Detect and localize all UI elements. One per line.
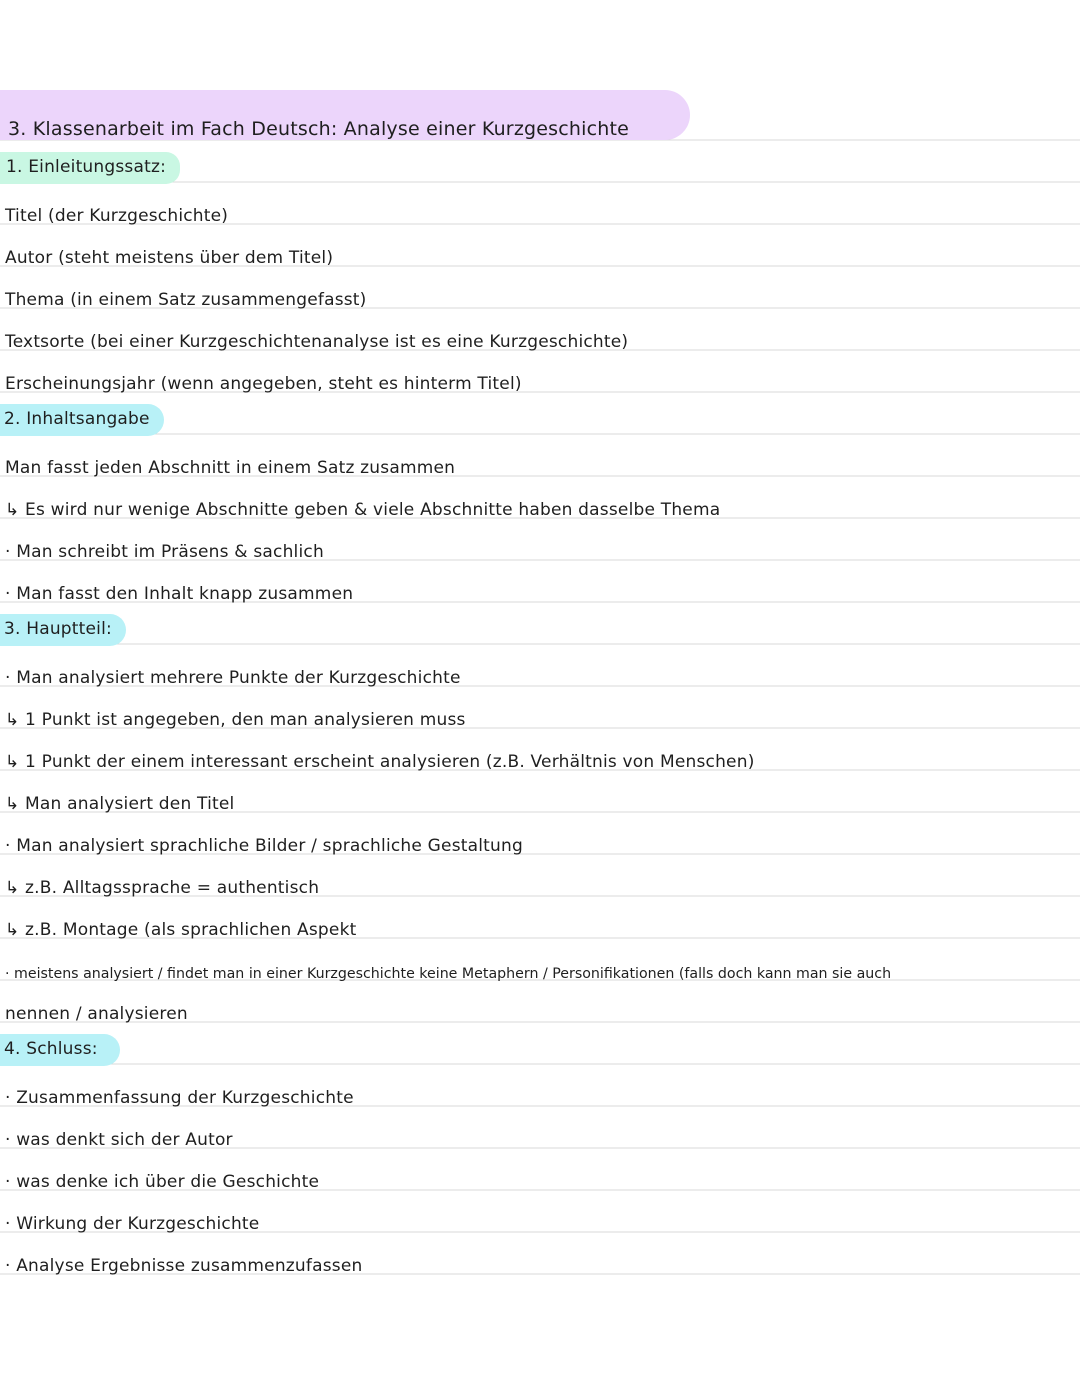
list-item bbox=[5, 1112, 233, 1152]
list-item bbox=[5, 1154, 319, 1194]
list-item bbox=[5, 860, 319, 900]
section-heading-schluss bbox=[0, 1028, 120, 1068]
list-item bbox=[5, 902, 357, 942]
item-text: nennen / analysieren bbox=[5, 1004, 188, 1024]
list-item bbox=[5, 776, 234, 816]
item-text: · was denke ich über die Geschichte bbox=[5, 1172, 320, 1192]
item-text: · Man fasst den Inhalt knapp zusammen bbox=[5, 584, 354, 604]
list-item bbox=[5, 944, 891, 984]
page-title-text: 3. Klassenarbeit im Fach Deutsch: Analyse einer Kurzgeschichte bbox=[8, 118, 630, 140]
heading-highlight bbox=[0, 1034, 120, 1066]
section-heading-einleitung bbox=[0, 146, 180, 186]
item-text: ↳ z.B. Alltagssprache = authentisch bbox=[5, 878, 320, 898]
item-text: ↳ 1 Punkt der einem interessant erscheint analysieren (z.B. Verhältnis von Menschen) bbox=[5, 752, 755, 772]
list-item bbox=[5, 818, 523, 858]
item-text: Autor (steht meistens über dem Titel) bbox=[5, 248, 334, 268]
heading-highlight bbox=[0, 614, 126, 646]
heading-highlight bbox=[0, 404, 164, 436]
list-item bbox=[5, 314, 628, 354]
heading-highlight bbox=[0, 152, 180, 184]
list-item bbox=[5, 272, 367, 312]
list-item bbox=[5, 440, 455, 480]
item-text: · Analyse Ergebnisse zusammenzufassen bbox=[5, 1256, 363, 1276]
list-item bbox=[5, 356, 522, 396]
item-text: · Man analysiert mehrere Punkte der Kurzgeschichte bbox=[5, 668, 461, 688]
section-heading-hauptteil bbox=[0, 608, 126, 648]
list-item bbox=[5, 1196, 259, 1236]
heading-text: 4. Schluss: bbox=[4, 1039, 98, 1059]
item-text: ↳ 1 Punkt ist angegeben, den man analysieren muss bbox=[5, 710, 466, 730]
list-item bbox=[5, 1238, 362, 1278]
item-text: · Wirkung der Kurzgeschichte bbox=[5, 1214, 260, 1234]
list-item bbox=[5, 650, 461, 690]
heading-text: 1. Einleitungssatz: bbox=[6, 157, 167, 177]
heading-text: 2. Inhaltsangabe bbox=[4, 409, 150, 429]
list-item bbox=[5, 986, 188, 1026]
list-item bbox=[5, 188, 228, 228]
list-item bbox=[5, 230, 333, 270]
heading-text: 3. Hauptteil: bbox=[4, 619, 112, 639]
section-heading-inhaltsangabe bbox=[0, 398, 164, 438]
item-text: Thema (in einem Satz zusammengefasst) bbox=[5, 290, 367, 310]
list-item bbox=[5, 1070, 354, 1110]
item-text: · meistens analysiert / findet man in einer Kurzgeschichte keine Metaphern / Personifikationen (falls doch kann man sie auch bbox=[5, 966, 892, 982]
item-text: · Man schreibt im Präsens & sachlich bbox=[5, 542, 324, 562]
page-title bbox=[8, 102, 629, 142]
list-item bbox=[5, 524, 324, 564]
item-text: · Man analysiert sprachliche Bilder / sprachliche Gestaltung bbox=[5, 836, 523, 856]
item-text: Textsorte (bei einer Kurzgeschichtenanalyse ist es eine Kurzgeschichte) bbox=[5, 332, 629, 352]
item-text: ↳ z.B. Montage (als sprachlichen Aspekt bbox=[5, 920, 357, 940]
item-text: Man fasst jeden Abschnitt in einem Satz zusammen bbox=[5, 458, 456, 478]
item-text: Erscheinungsjahr (wenn angegeben, steht es hinterm Titel) bbox=[5, 374, 522, 394]
list-item bbox=[5, 482, 720, 522]
list-item bbox=[5, 692, 466, 732]
item-text: · was denkt sich der Autor bbox=[5, 1130, 233, 1150]
item-text: · Zusammenfassung der Kurzgeschichte bbox=[5, 1088, 354, 1108]
item-text: Titel (der Kurzgeschichte) bbox=[5, 206, 229, 226]
item-text: ↳ Man analysiert den Titel bbox=[5, 794, 235, 814]
list-item bbox=[5, 734, 755, 774]
list-item bbox=[5, 566, 353, 606]
item-text: ↳ Es wird nur wenige Abschnitte geben & viele Abschnitte haben dasselbe Thema bbox=[5, 500, 721, 520]
